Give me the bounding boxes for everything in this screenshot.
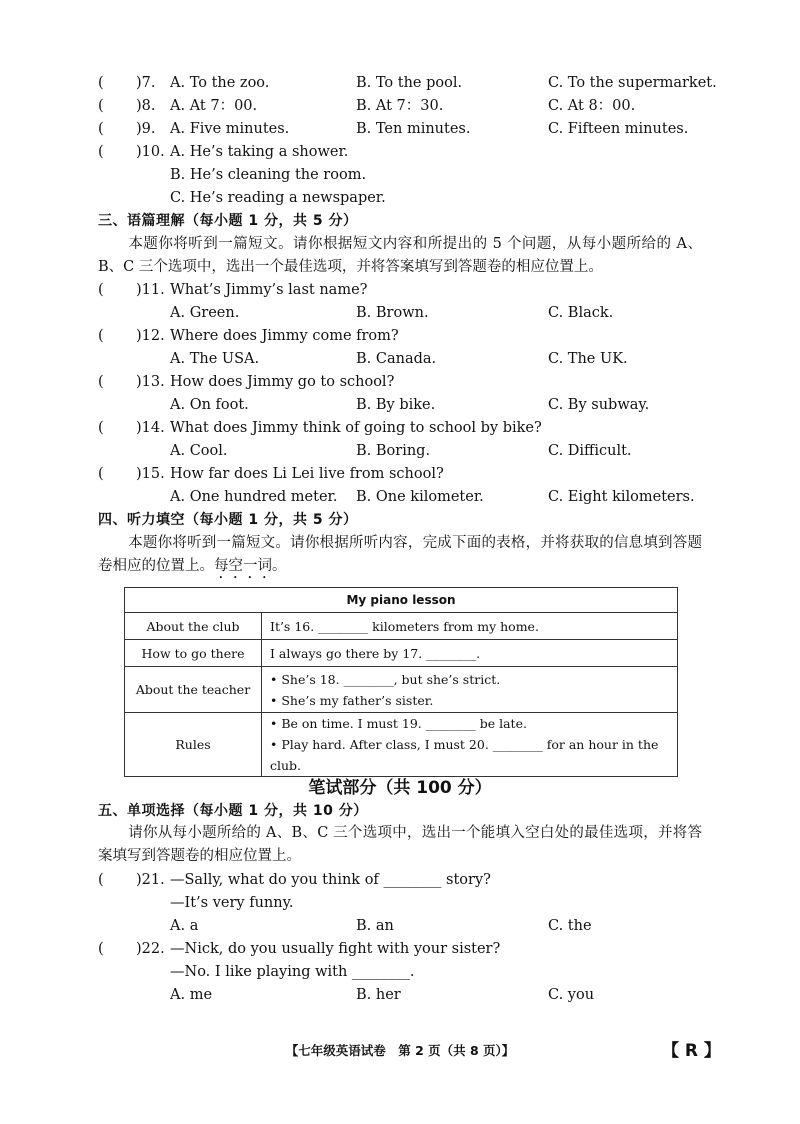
answer-paren: ( — [98, 75, 104, 91]
option-b: B. Brown. — [356, 305, 429, 321]
table-row — [125, 640, 678, 667]
question-text: How does Jimmy go to school? — [170, 374, 395, 390]
table-row — [125, 613, 678, 640]
option-a: A. a — [170, 918, 199, 934]
fill-in-line: • She’s 18. ________, but she’s strict. — [270, 671, 501, 687]
section-4-intro-end: 。 — [272, 558, 287, 574]
answer-paren: ( — [98, 98, 104, 114]
option-c: C. At 8：00. — [548, 98, 636, 114]
fill-in-line: • Play hard. After class, I must 20. ________ for an hour in the club. — [270, 737, 659, 773]
answer-paren: ( — [98, 144, 104, 160]
row-content — [262, 640, 678, 667]
option-a: A. He’s taking a shower. — [170, 144, 349, 160]
fill-in-line: • Be on time. I must 19. ________ be late. — [270, 716, 527, 731]
option-c: C. Difficult. — [548, 443, 632, 459]
row-content — [262, 613, 678, 640]
question-number: )12. — [136, 328, 165, 344]
section-5-instructions — [98, 822, 702, 868]
question-text: What does Jimmy think of going to school by bike? — [170, 420, 542, 436]
option-c: C. Eight kilometers. — [548, 489, 695, 505]
option-b: B. Ten minutes. — [356, 121, 471, 137]
row-label: About the club — [125, 613, 262, 640]
row-label: Rules — [125, 713, 262, 777]
row-label: How to go there — [125, 640, 262, 667]
question-number: )10. — [136, 144, 165, 160]
question-text: —Sally, what do you think of ________ story? — [170, 872, 491, 888]
question-reply: —It’s very funny. — [170, 895, 294, 911]
question-text: What’s Jimmy’s last name? — [170, 282, 368, 298]
option-a: A. The USA. — [170, 351, 260, 367]
section-4-instructions — [98, 532, 702, 582]
section-5-intro-text: 请你从每小题所给的 A、B、C 三个选项中，选出一个能填入空白处的最佳选项，并将答案填写到答题卷的相应位置上。 — [98, 825, 702, 864]
option-b: B. One kilometer. — [356, 489, 484, 505]
table-row — [125, 713, 678, 777]
option-c: C. He’s reading a newspaper. — [170, 190, 386, 206]
question-number: )22. — [136, 941, 165, 957]
option-b: B. At 7：30. — [356, 98, 444, 114]
section-3-intro-text: 本题你将听到一篇短文。请你根据短文内容和所提出的 5 个问题，从每小题所给的 A、B、C 三个选项中，选出一个最佳选项，并将答案填写到答题卷的相应位置上。 — [98, 236, 702, 275]
option-b: B. By bike. — [356, 397, 436, 413]
option-b: B. an — [356, 918, 394, 934]
option-a: A. At 7：00. — [170, 98, 258, 114]
answer-paren: ( — [98, 466, 104, 482]
question-number: )9. — [136, 121, 156, 137]
option-b: B. her — [356, 987, 401, 1003]
piano-lesson-table — [124, 587, 678, 777]
version-mark: 【 R 】 — [662, 1041, 721, 1061]
option-b: B. Boring. — [356, 443, 431, 459]
option-a: A. One hundred meter. — [170, 489, 338, 505]
question-number: )8. — [136, 98, 156, 114]
section-4-emphasis: 每空一词 — [214, 558, 272, 574]
option-b: B. To the pool. — [356, 75, 463, 91]
option-c: C. the — [548, 918, 592, 934]
fill-in-line: I always go there by 17. ________. — [270, 645, 481, 661]
section-4-intro-text: 本题你将听到一篇短文。请你根据所听内容，完成下面的表格，并将获取的信息填到答题卷相应的位置上。 — [98, 535, 702, 574]
option-c: C. To the supermarket. — [548, 75, 717, 91]
row-content — [262, 667, 678, 713]
option-b: B. Canada. — [356, 351, 437, 367]
option-a: A. On foot. — [170, 397, 249, 413]
answer-paren: ( — [98, 374, 104, 390]
section-4-title: 四、听力填空（每小题 1 分，共 5 分） — [98, 512, 358, 528]
option-a: A. me — [170, 987, 213, 1003]
page-footer: 【七年级英语试卷 第 2 页（共 8 页）】 — [285, 1043, 515, 1058]
written-part-title: 笔试部分（共 100 分） — [308, 778, 492, 798]
option-a: A. Five minutes. — [170, 121, 290, 137]
question-number: )15. — [136, 466, 165, 482]
question-number: )7. — [136, 75, 156, 91]
option-c: C. By subway. — [548, 397, 650, 413]
table-row — [125, 667, 678, 713]
question-number: )14. — [136, 420, 165, 436]
section-3-instructions — [98, 233, 702, 279]
option-a: A. Green. — [170, 305, 240, 321]
row-label: About the teacher — [125, 667, 262, 713]
question-number: )21. — [136, 872, 165, 888]
option-c: C. The UK. — [548, 351, 628, 367]
question-text: Where does Jimmy come from? — [170, 328, 399, 344]
section-5-title: 五、单项选择（每小题 1 分，共 10 分） — [98, 803, 368, 819]
option-c: C. you — [548, 987, 595, 1003]
fill-in-line: It’s 16. ________ kilometers from my home. — [270, 618, 539, 634]
option-b: B. He’s cleaning the room. — [170, 167, 367, 183]
question-text: How far does Li Lei live from school? — [170, 466, 444, 482]
option-c: C. Black. — [548, 305, 614, 321]
section-3-title: 三、语篇理解（每小题 1 分，共 5 分） — [98, 213, 358, 229]
question-number: )11. — [136, 282, 165, 298]
answer-paren: ( — [98, 282, 104, 298]
question-reply: —No. I like playing with ________. — [170, 964, 415, 980]
answer-paren: ( — [98, 420, 104, 436]
answer-paren: ( — [98, 328, 104, 344]
option-c: C. Fifteen minutes. — [548, 121, 689, 137]
option-a: A. Cool. — [170, 443, 228, 459]
table-title: My piano lesson — [125, 588, 678, 613]
question-text: —Nick, do you usually fight with your sister? — [170, 941, 501, 957]
question-number: )13. — [136, 374, 165, 390]
answer-paren: ( — [98, 941, 104, 957]
answer-paren: ( — [98, 872, 104, 888]
option-a: A. To the zoo. — [170, 75, 270, 91]
row-content — [262, 713, 678, 777]
fill-in-line: • She’s my father’s sister. — [270, 692, 434, 708]
answer-paren: ( — [98, 121, 104, 137]
